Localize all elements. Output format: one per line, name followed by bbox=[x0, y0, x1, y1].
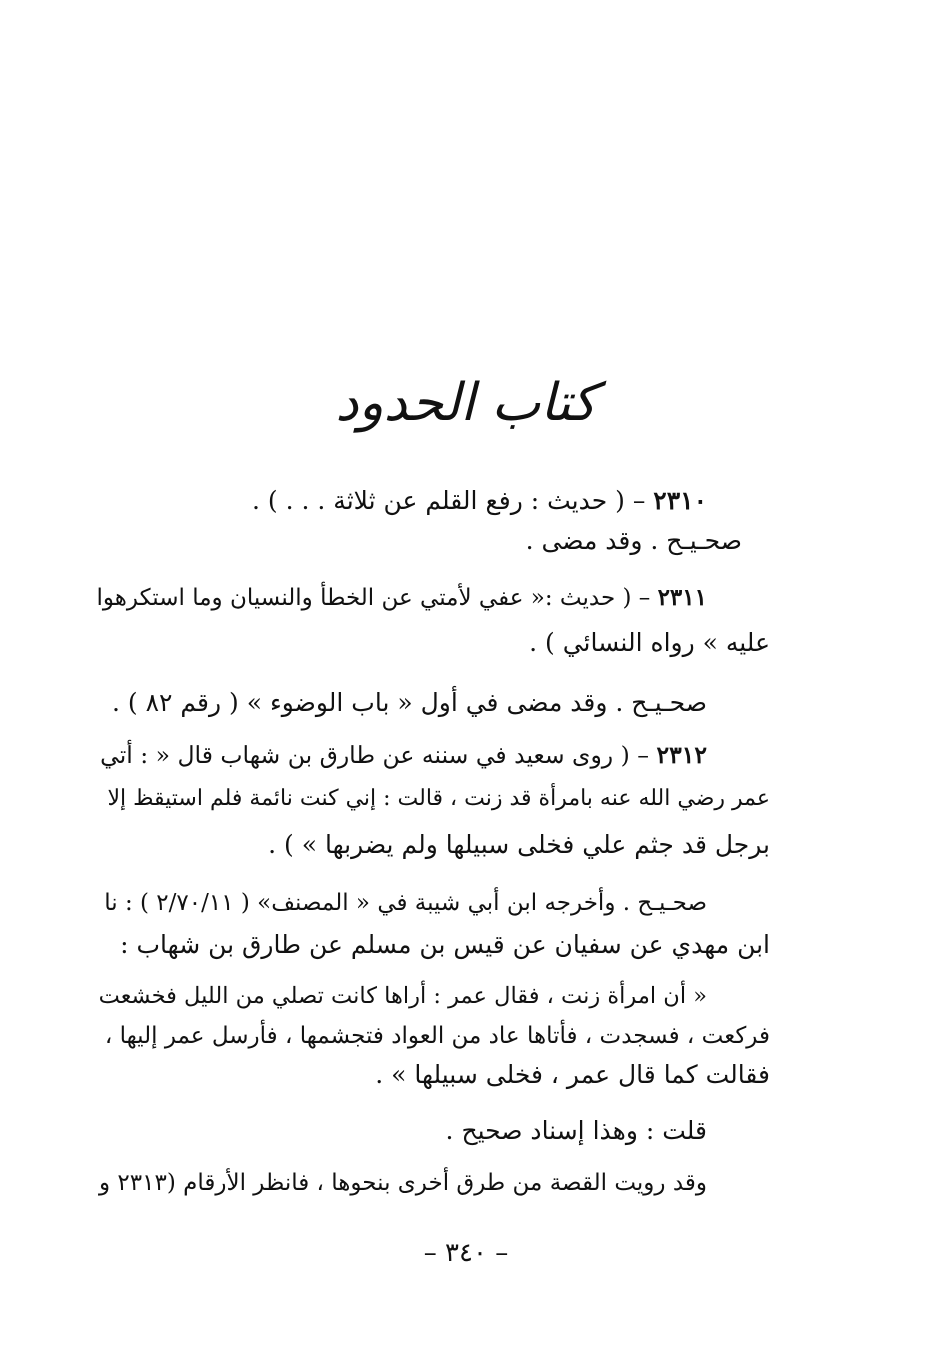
entry-2311-line-2 bbox=[529, 630, 770, 655]
entry-text: صحـيـح . وقد مضى في أول « باب الوضوء » ( رقم ٨٢ ) . bbox=[112, 688, 707, 717]
entry-2312-line-4 bbox=[104, 892, 707, 915]
entry-number: ٢٣١١ bbox=[657, 584, 707, 611]
entry-text: – ( روى سعيد في سننه عن طارق بن شهاب قال « : أتي bbox=[100, 741, 650, 769]
entry-2312-line-3 bbox=[268, 832, 770, 857]
entry-2311-line-3 bbox=[112, 690, 707, 715]
entry-2312-line-6 bbox=[99, 985, 707, 1008]
entry-text: عمر رضي الله عنه بامرأة قد زنت ، قالت : إني كنت نائمة فلم استيقظ إلا bbox=[107, 786, 770, 811]
entry-text: وقد رويت القصة من طرق أخرى بنحوها ، فانظر الأرقام (٢٣١٣ و bbox=[98, 1170, 707, 1196]
entry-text: فركعت ، فسجدت ، فأتاها عاد من العواد فتجشمها ، فأرسل عمر إليها ، bbox=[104, 1023, 770, 1049]
entry-number: ٢٣١٠ bbox=[653, 486, 707, 515]
entry-2312-line-2 bbox=[107, 788, 770, 810]
entry-2312-line-9 bbox=[446, 1118, 707, 1143]
entry-number: ٢٣١٢ bbox=[656, 741, 707, 769]
page-number: – ٣٤٠ – bbox=[423, 1238, 509, 1268]
entry-2312-line-10 bbox=[99, 1172, 707, 1195]
page-title: كتاب الحدود bbox=[335, 373, 597, 433]
entry-text: صحـيـح . وقد مضى . bbox=[525, 526, 742, 555]
entry-2312-line-5 bbox=[120, 932, 770, 957]
entry-text: صحـيـح . وأخرجه ابن أبي شيبة في « المصنف» ( ٢/٧٠/١١ ) : نا bbox=[104, 890, 707, 916]
entry-text: – ( حديث :« عفي لأمتي عن الخطأ والنسيان وما استكرهوا bbox=[96, 585, 651, 611]
entry-2310-line-2 bbox=[526, 528, 742, 553]
entry-2312-line-1 bbox=[100, 741, 707, 769]
entry-text: ابن مهدي عن سفيان عن قيس بن مسلم عن طارق بن شهاب : bbox=[120, 930, 770, 959]
entry-text: – ( حديث : رفع القلم عن ثلاثة . . . ) . bbox=[252, 486, 646, 515]
entry-text: عليه » رواه النسائي ) . bbox=[529, 628, 770, 657]
entry-2311-line-1 bbox=[97, 586, 707, 610]
entry-text: قلت : وهذا إسناد صحيح . bbox=[445, 1116, 707, 1145]
entry-text: فقالت كما قال عمر ، فخلى سبيلها » . bbox=[375, 1060, 770, 1089]
entry-2312-line-8 bbox=[375, 1062, 770, 1087]
entry-text: « أن امرأة زنت ، فقال عمر : أراها كانت تصلي من الليل فخشعت bbox=[98, 983, 707, 1009]
entry-text: برجل قد جثم علي فخلى سبيلها ولم يضربها » ) . bbox=[268, 830, 770, 859]
entry-2312-line-7 bbox=[105, 1025, 770, 1048]
entry-2310-line-1 bbox=[252, 488, 707, 513]
